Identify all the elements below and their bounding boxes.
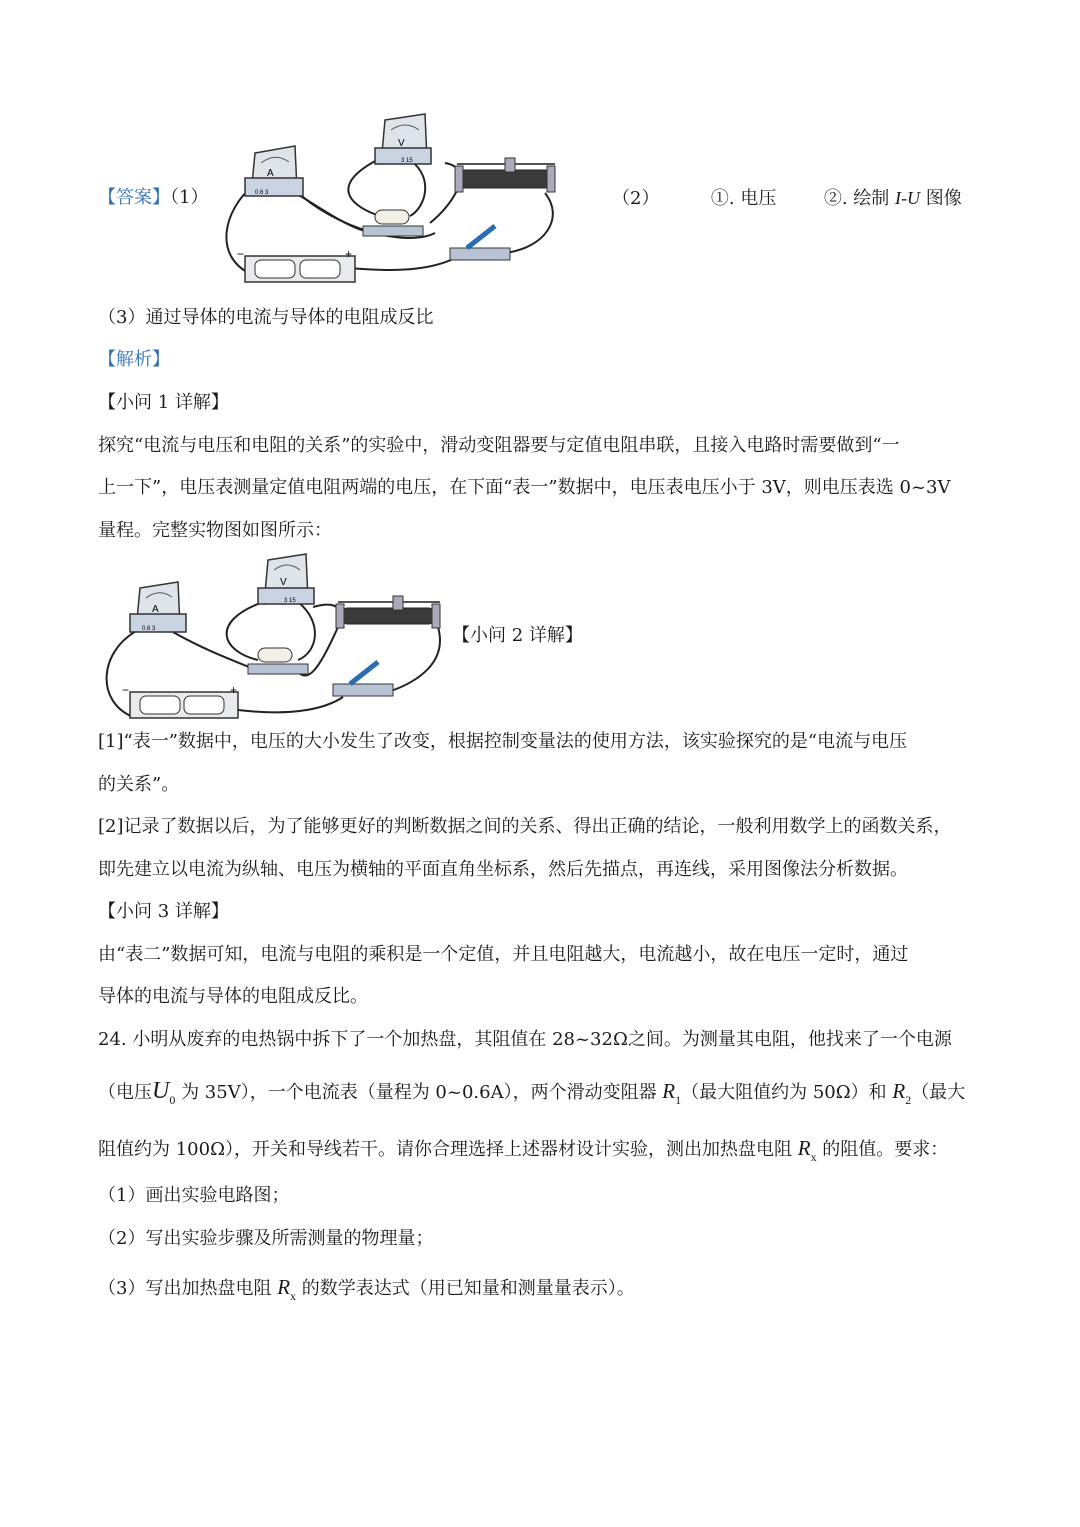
q1-line2: 上一下”，电压表测量定值电阻两端的电压，在下面“表一”数据中，电压表电压小于 3V，则电压表选 0~3V: [98, 477, 951, 498]
q3-heading: 【小问 3 详解】: [98, 901, 229, 922]
q24-line2: [98, 1076, 965, 1109]
ammeter-scale: 0.6 3: [142, 626, 156, 632]
q24-req1: （1）画出实验电路图；: [98, 1185, 290, 1206]
q24-req3-b: 的数学表达式（用已知量和测量量表示）。: [296, 1278, 635, 1299]
answer-item2-suffix: 图像: [920, 188, 962, 209]
circuit-diagram-2: [98, 552, 458, 724]
answer-item2-prefix: ②. 绘制: [823, 188, 896, 209]
resistor: [248, 648, 308, 674]
q2-line3: [2]记录了数据以后，为了能够更好的判断数据之间的关系、得出正确的结论，一般利用数学上的函数关系，: [98, 816, 952, 837]
switch: [333, 662, 393, 696]
q24-Rx-sub: x: [810, 1150, 817, 1164]
answer-item2-var: I-U: [895, 188, 921, 208]
q2-heading: 【小问 2 详解】: [452, 625, 583, 646]
rheostat: [336, 596, 440, 628]
q24-R1: R: [662, 1079, 676, 1103]
ammeter: [245, 146, 303, 196]
q24-Rx: R: [797, 1136, 811, 1160]
q24-l3-b: 的阻值。要求：: [816, 1139, 949, 1160]
answer-part3: （3）通过导体的电流与导体的电阻成反比: [98, 307, 434, 328]
q24-R2: R: [892, 1079, 906, 1103]
answer-part1: （1）: [170, 187, 209, 208]
answer-label: 【答案】: [98, 187, 170, 208]
q3-line1: 由“表二”数据可知，电流与电阻的乘积是一个定值，并且电阻越大，电流越小，故在电压一定时，通过: [98, 944, 909, 965]
battery: [237, 247, 355, 282]
switch: [450, 226, 510, 260]
battery-plus: +: [230, 683, 238, 697]
q24-l2-b: 为 35V），一个电流表（量程为 0~0.6A），两个滑动变阻器: [175, 1082, 663, 1103]
rheostat: [455, 158, 555, 192]
ammeter-scale: 0.6 3: [255, 190, 269, 196]
battery: [122, 683, 238, 718]
q24-R2-sub: 2: [905, 1093, 912, 1107]
q24-l3-a: 阻值约为 100Ω），开关和导线若干。请你合理选择上述器材设计实验，测出加热盘电阻: [98, 1139, 798, 1160]
ammeter-label: A: [267, 168, 274, 179]
voltmeter-scale: 3 15: [284, 598, 296, 604]
q2-line1: [1]“表一”数据中，电压的大小发生了改变，根据控制变量法的使用方法，该实验探究的是“电流与电压: [98, 731, 908, 752]
q24-req2: （2）写出实验步骤及所需测量的物理量；: [98, 1228, 434, 1249]
q1-line1: 探究“电流与电压和电阻的关系”的实验中，滑动变阻器要与定值电阻串联，且接入电路时需要做到“一: [98, 435, 900, 456]
q24-req3-Rx: R: [277, 1275, 291, 1299]
battery-minus: −: [237, 247, 245, 261]
voltmeter-scale: 3 15: [401, 158, 413, 164]
q24-l2-c: （最大阻值约为 50Ω）和: [681, 1082, 893, 1103]
q24-R1-sub: 1: [675, 1093, 682, 1107]
q24-l2-a: （电压: [98, 1082, 152, 1103]
voltmeter: [375, 114, 431, 164]
q24-req3-a: （3）写出加热盘电阻: [98, 1278, 278, 1299]
answer-line: [98, 186, 208, 210]
q1-heading: 【小问 1 详解】: [98, 392, 229, 413]
q24-U0-sub: 0: [169, 1093, 176, 1107]
answer-part2-line: [612, 186, 962, 211]
q24-line1: 24. 小明从废弃的电热锅中拆下了一个加热盘，其阻值在 28~32Ω之间。为测量其电阻，他找来了一个电源: [98, 1029, 952, 1050]
q24-req3: [98, 1273, 635, 1304]
voltmeter-label: V: [398, 138, 405, 149]
answer-item1: ①. 电压: [710, 188, 777, 209]
q24-line3: [98, 1134, 948, 1165]
q2-line2: 的关系”。: [98, 774, 180, 795]
q24-l2-d: （最大: [911, 1082, 966, 1103]
q24-U0: U: [152, 1078, 170, 1104]
circuit-diagram-1: [205, 108, 585, 288]
analysis-label: 【解析】: [98, 349, 170, 370]
q3-line2: 导体的电流与导体的电阻成反比。: [98, 986, 368, 1007]
battery-minus: −: [122, 683, 130, 697]
voltmeter: [258, 554, 314, 604]
q1-line3: 量程。完整实物图如图所示：: [98, 520, 332, 541]
voltmeter-label: V: [280, 577, 287, 588]
ammeter: [130, 582, 186, 632]
q2-line4: 即先建立以电流为纵轴、电压为横轴的平面直角坐标系，然后先描点，再连线，采用图像法分析数据。: [98, 859, 908, 880]
answer-part2: （2）: [612, 188, 660, 209]
q24-req3-Rx-sub: x: [290, 1289, 297, 1303]
battery-plus: +: [345, 247, 353, 261]
ammeter-label: A: [152, 604, 159, 615]
